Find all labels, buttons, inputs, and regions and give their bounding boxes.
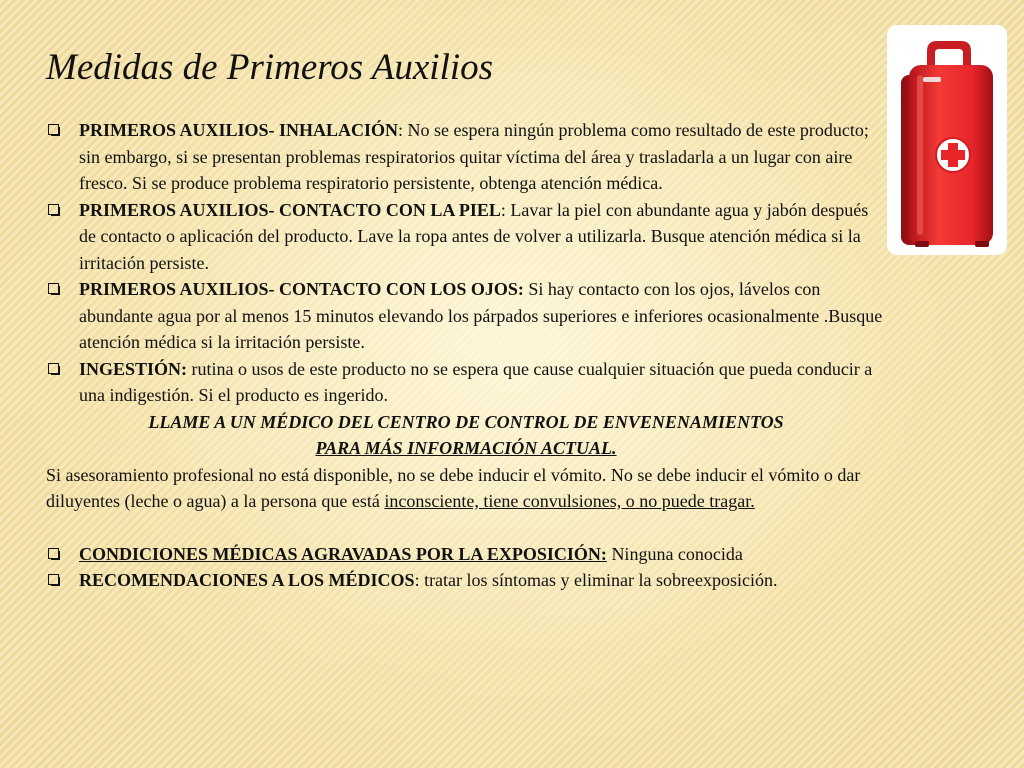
alert-line-1: LLAME A UN MÉDICO DEL CENTRO DE CONTROL DE ENVENENAMIENTOS	[148, 411, 784, 432]
spacer	[46, 515, 886, 541]
bullet-inhalacion	[46, 117, 886, 197]
first-aid-kit-image	[887, 25, 1007, 255]
bullet-heading: PRIMEROS AUXILIOS- CONTACTO CON LOS OJOS:	[79, 279, 524, 299]
slide-content	[46, 117, 886, 594]
paragraph-underlined-text: inconsciente, tiene convulsiones, o no puede tragar.	[384, 491, 755, 511]
checkbox-bullet-icon	[48, 283, 59, 294]
bullet-contacto-ojos	[46, 276, 886, 356]
bullet-heading: CONDICIONES MÉDICAS AGRAVADAS POR LA EXPOSICIÓN:	[79, 543, 607, 564]
bullet-condiciones-medicas	[46, 541, 886, 568]
bullet-text: : Lavar la piel con abundante agua y jabón después de contacto o aplicación del producto. Lave la ropa antes de volver a utilizarla. Busque atención médica si la irritación persiste.	[79, 199, 869, 273]
poison-control-alert	[46, 409, 886, 462]
bullet-text: : No se espera ningún problema como resultado de este producto; sin embargo, si se presentan problemas respiratorios quitar víctima del área y trasladarla a un lugar con aire fresco. Si se produce problema respiratorio persistente, obtenga atención médica.	[79, 120, 869, 193]
paragraph-text: Si asesoramiento profesional no está disponible, no se debe inducir el vómito. No se debe inducir el vómito o dar diluyentes (leche o agua) a la persona que está	[46, 464, 861, 511]
bullet-heading: RECOMENDACIONES A LOS MÉDICOS	[79, 570, 415, 590]
slide-title: Medidas de Primeros Auxilios	[46, 47, 494, 88]
vomiting-advice-paragraph	[46, 462, 886, 515]
bullet-contacto-piel	[46, 197, 886, 277]
checkbox-bullet-icon	[48, 124, 59, 135]
first-aid-kit-icon	[887, 25, 1007, 255]
bullet-text: rutina o usos de este producto no se espera que cause cualquier situación que pueda conducir a una indigestión. Si el producto es ingerido.	[79, 358, 873, 405]
bullet-recomendaciones	[46, 567, 886, 594]
bullet-text: : tratar los síntomas y eliminar la sobreexposición.	[414, 570, 778, 590]
checkbox-bullet-icon	[48, 548, 59, 559]
checkbox-bullet-icon	[48, 574, 59, 585]
checkbox-bullet-icon	[48, 204, 59, 215]
bullet-text: Ninguna conocida	[606, 543, 743, 564]
bullet-ingestion	[46, 356, 886, 409]
bullet-heading: PRIMEROS AUXILIOS- INHALACIÓN	[79, 120, 399, 140]
alert-line-2: PARA MÁS INFORMACIÓN ACTUAL.	[315, 438, 617, 458]
bullet-text: Si hay contacto con los ojos, lávelos con abundante agua por al menos 15 minutos elevando los párpados superiores e inferiores ocasionalmente .Busque atención médica si la irritación persiste.	[79, 279, 883, 352]
bullet-heading: INGESTIÓN:	[79, 358, 188, 379]
checkbox-bullet-icon	[48, 363, 59, 374]
bullet-heading: PRIMEROS AUXILIOS- CONTACTO CON LA PIEL	[79, 199, 501, 220]
